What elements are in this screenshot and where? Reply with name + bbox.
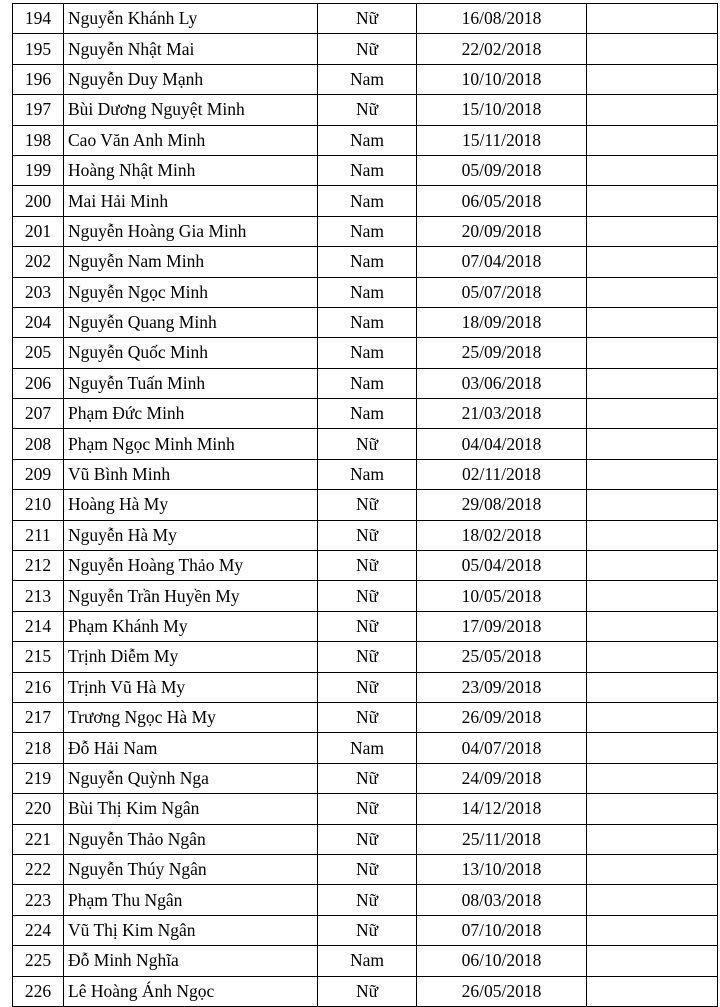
student-dob: 13/10/2018	[417, 854, 587, 884]
student-name: Phạm Đức Minh	[64, 399, 318, 429]
student-dob: 10/05/2018	[417, 581, 587, 611]
student-name: Phạm Thu Ngân	[64, 885, 318, 915]
student-name: Nguyễn Trần Huyền My	[64, 581, 318, 611]
row-number: 201	[13, 216, 64, 246]
table-row	[13, 459, 718, 489]
student-gender: Nam	[318, 459, 417, 489]
student-dob: 25/11/2018	[417, 824, 587, 854]
student-name: Nguyễn Nam Minh	[64, 247, 318, 277]
student-note	[587, 672, 718, 702]
student-gender: Nữ	[318, 95, 417, 125]
student-dob: 14/12/2018	[417, 794, 587, 824]
student-note	[587, 794, 718, 824]
student-gender: Nam	[318, 733, 417, 763]
student-gender: Nam	[318, 368, 417, 398]
student-gender: Nữ	[318, 4, 417, 34]
table-row	[13, 551, 718, 581]
student-gender: Nam	[318, 64, 417, 94]
student-name: Nguyễn Khánh Ly	[64, 4, 318, 34]
student-gender: Nữ	[318, 885, 417, 915]
student-gender: Nam	[318, 186, 417, 216]
student-note	[587, 490, 718, 520]
student-dob: 07/04/2018	[417, 247, 587, 277]
student-dob: 03/06/2018	[417, 368, 587, 398]
student-note	[587, 915, 718, 945]
student-name: Mai Hải Minh	[64, 186, 318, 216]
row-number: 199	[13, 155, 64, 185]
student-dob: 16/08/2018	[417, 4, 587, 34]
student-dob: 21/03/2018	[417, 399, 587, 429]
row-number: 204	[13, 307, 64, 337]
student-dob: 05/07/2018	[417, 277, 587, 307]
student-note	[587, 4, 718, 34]
student-note	[587, 976, 718, 1006]
row-number: 215	[13, 642, 64, 672]
student-note	[587, 946, 718, 976]
row-number: 224	[13, 915, 64, 945]
student-gender: Nam	[318, 216, 417, 246]
student-name: Đỗ Hải Nam	[64, 733, 318, 763]
student-name: Phạm Ngọc Minh Minh	[64, 429, 318, 459]
student-note	[587, 277, 718, 307]
table-row	[13, 915, 718, 945]
student-name: Nguyễn Quỳnh Nga	[64, 763, 318, 793]
table-row	[13, 702, 718, 732]
student-note	[587, 733, 718, 763]
student-dob: 17/09/2018	[417, 611, 587, 641]
student-name: Hoàng Nhật Minh	[64, 155, 318, 185]
row-number: 206	[13, 368, 64, 398]
row-number: 225	[13, 946, 64, 976]
student-gender: Nữ	[318, 520, 417, 550]
student-name: Bùi Thị Kim Ngân	[64, 794, 318, 824]
table-row	[13, 672, 718, 702]
student-dob: 20/09/2018	[417, 216, 587, 246]
row-number: 202	[13, 247, 64, 277]
student-note	[587, 520, 718, 550]
table-row	[13, 794, 718, 824]
row-number: 207	[13, 399, 64, 429]
student-dob: 10/10/2018	[417, 64, 587, 94]
row-number: 217	[13, 702, 64, 732]
table-row	[13, 125, 718, 155]
student-note	[587, 399, 718, 429]
student-dob: 15/11/2018	[417, 125, 587, 155]
student-dob: 25/05/2018	[417, 642, 587, 672]
student-note	[587, 64, 718, 94]
student-gender: Nam	[318, 399, 417, 429]
student-dob: 08/03/2018	[417, 885, 587, 915]
student-note	[587, 459, 718, 489]
student-note	[587, 186, 718, 216]
row-number: 208	[13, 429, 64, 459]
student-dob: 15/10/2018	[417, 95, 587, 125]
student-dob: 24/09/2018	[417, 763, 587, 793]
student-note	[587, 125, 718, 155]
table-row	[13, 34, 718, 64]
student-gender: Nữ	[318, 581, 417, 611]
student-dob: 05/04/2018	[417, 551, 587, 581]
table-row	[13, 976, 718, 1006]
student-dob: 29/08/2018	[417, 490, 587, 520]
student-gender: Nam	[318, 155, 417, 185]
table-row	[13, 338, 718, 368]
row-number: 210	[13, 490, 64, 520]
table-row	[13, 186, 718, 216]
student-name: Trịnh Diễm My	[64, 642, 318, 672]
student-note	[587, 581, 718, 611]
student-note	[587, 611, 718, 641]
table-row	[13, 520, 718, 550]
student-gender: Nữ	[318, 672, 417, 702]
student-name: Nguyễn Quang Minh	[64, 307, 318, 337]
student-gender: Nữ	[318, 611, 417, 641]
row-number: 226	[13, 976, 64, 1006]
student-dob: 05/09/2018	[417, 155, 587, 185]
student-roster-table	[12, 3, 718, 1007]
table-row	[13, 642, 718, 672]
row-number: 213	[13, 581, 64, 611]
row-number: 214	[13, 611, 64, 641]
student-gender: Nam	[318, 125, 417, 155]
student-gender: Nam	[318, 247, 417, 277]
student-note	[587, 551, 718, 581]
student-gender: Nam	[318, 946, 417, 976]
student-name: Nguyễn Tuấn Minh	[64, 368, 318, 398]
table-row	[13, 95, 718, 125]
student-dob: 26/09/2018	[417, 702, 587, 732]
row-number: 195	[13, 34, 64, 64]
student-note	[587, 702, 718, 732]
student-dob: 26/05/2018	[417, 976, 587, 1006]
row-number: 212	[13, 551, 64, 581]
row-number: 200	[13, 186, 64, 216]
student-note	[587, 155, 718, 185]
student-name: Trương Ngọc Hà My	[64, 702, 318, 732]
row-number: 223	[13, 885, 64, 915]
student-name: Nguyễn Ngọc Minh	[64, 277, 318, 307]
student-note	[587, 824, 718, 854]
student-note	[587, 247, 718, 277]
row-number: 197	[13, 95, 64, 125]
row-number: 196	[13, 64, 64, 94]
row-number: 198	[13, 125, 64, 155]
row-number: 205	[13, 338, 64, 368]
student-gender: Nữ	[318, 702, 417, 732]
student-note	[587, 368, 718, 398]
table-row	[13, 733, 718, 763]
student-dob: 06/10/2018	[417, 946, 587, 976]
student-name: Hoàng Hà My	[64, 490, 318, 520]
row-number: 216	[13, 672, 64, 702]
student-name: Lê Hoàng Ánh Ngọc	[64, 976, 318, 1006]
row-number: 203	[13, 277, 64, 307]
student-note	[587, 885, 718, 915]
student-name: Nguyễn Hoàng Thảo My	[64, 551, 318, 581]
student-name: Bùi Dương Nguyệt Minh	[64, 95, 318, 125]
row-number: 222	[13, 854, 64, 884]
row-number: 211	[13, 520, 64, 550]
student-gender: Nữ	[318, 642, 417, 672]
student-dob: 07/10/2018	[417, 915, 587, 945]
student-gender: Nam	[318, 338, 417, 368]
row-number: 218	[13, 733, 64, 763]
student-note	[587, 429, 718, 459]
student-note	[587, 307, 718, 337]
student-gender: Nam	[318, 307, 417, 337]
student-name: Nguyễn Hoàng Gia Minh	[64, 216, 318, 246]
table-row	[13, 247, 718, 277]
student-note	[587, 34, 718, 64]
row-number: 209	[13, 459, 64, 489]
student-note	[587, 763, 718, 793]
student-name: Đỗ Minh Nghĩa	[64, 946, 318, 976]
student-dob: 18/09/2018	[417, 307, 587, 337]
row-number: 221	[13, 824, 64, 854]
student-note	[587, 854, 718, 884]
student-gender: Nữ	[318, 976, 417, 1006]
student-name: Phạm Khánh My	[64, 611, 318, 641]
student-gender: Nữ	[318, 490, 417, 520]
student-gender: Nữ	[318, 429, 417, 459]
student-dob: 25/09/2018	[417, 338, 587, 368]
table-row	[13, 611, 718, 641]
student-name: Trịnh Vũ Hà My	[64, 672, 318, 702]
table-row	[13, 824, 718, 854]
student-dob: 04/07/2018	[417, 733, 587, 763]
row-number: 194	[13, 4, 64, 34]
student-note	[587, 642, 718, 672]
student-name: Nguyễn Thảo Ngân	[64, 824, 318, 854]
student-name: Vũ Thị Kim Ngân	[64, 915, 318, 945]
table-row	[13, 64, 718, 94]
student-name: Cao Văn Anh Minh	[64, 125, 318, 155]
student-name: Nguyễn Thúy Ngân	[64, 854, 318, 884]
student-dob: 18/02/2018	[417, 520, 587, 550]
student-name: Nguyễn Duy Mạnh	[64, 64, 318, 94]
table-row	[13, 307, 718, 337]
table-row	[13, 399, 718, 429]
student-gender: Nam	[318, 277, 417, 307]
table-row	[13, 155, 718, 185]
student-note	[587, 338, 718, 368]
row-number: 219	[13, 763, 64, 793]
student-note	[587, 95, 718, 125]
table-row	[13, 854, 718, 884]
student-name: Nguyễn Nhật Mai	[64, 34, 318, 64]
roster-body	[13, 4, 718, 1007]
student-gender: Nữ	[318, 854, 417, 884]
student-gender: Nữ	[318, 763, 417, 793]
student-name: Vũ Bình Minh	[64, 459, 318, 489]
student-name: Nguyễn Hà My	[64, 520, 318, 550]
table-row	[13, 216, 718, 246]
table-row	[13, 4, 718, 34]
table-row	[13, 581, 718, 611]
table-row	[13, 885, 718, 915]
table-row	[13, 946, 718, 976]
student-name: Nguyễn Quốc Minh	[64, 338, 318, 368]
student-dob: 04/04/2018	[417, 429, 587, 459]
student-dob: 06/05/2018	[417, 186, 587, 216]
student-dob: 02/11/2018	[417, 459, 587, 489]
student-dob: 23/09/2018	[417, 672, 587, 702]
table-row	[13, 490, 718, 520]
row-number: 220	[13, 794, 64, 824]
table-row	[13, 277, 718, 307]
student-gender: Nữ	[318, 824, 417, 854]
student-gender: Nữ	[318, 915, 417, 945]
student-gender: Nữ	[318, 794, 417, 824]
table-row	[13, 763, 718, 793]
student-dob: 22/02/2018	[417, 34, 587, 64]
student-gender: Nữ	[318, 551, 417, 581]
table-row	[13, 368, 718, 398]
table-row	[13, 429, 718, 459]
student-gender: Nữ	[318, 34, 417, 64]
student-note	[587, 216, 718, 246]
